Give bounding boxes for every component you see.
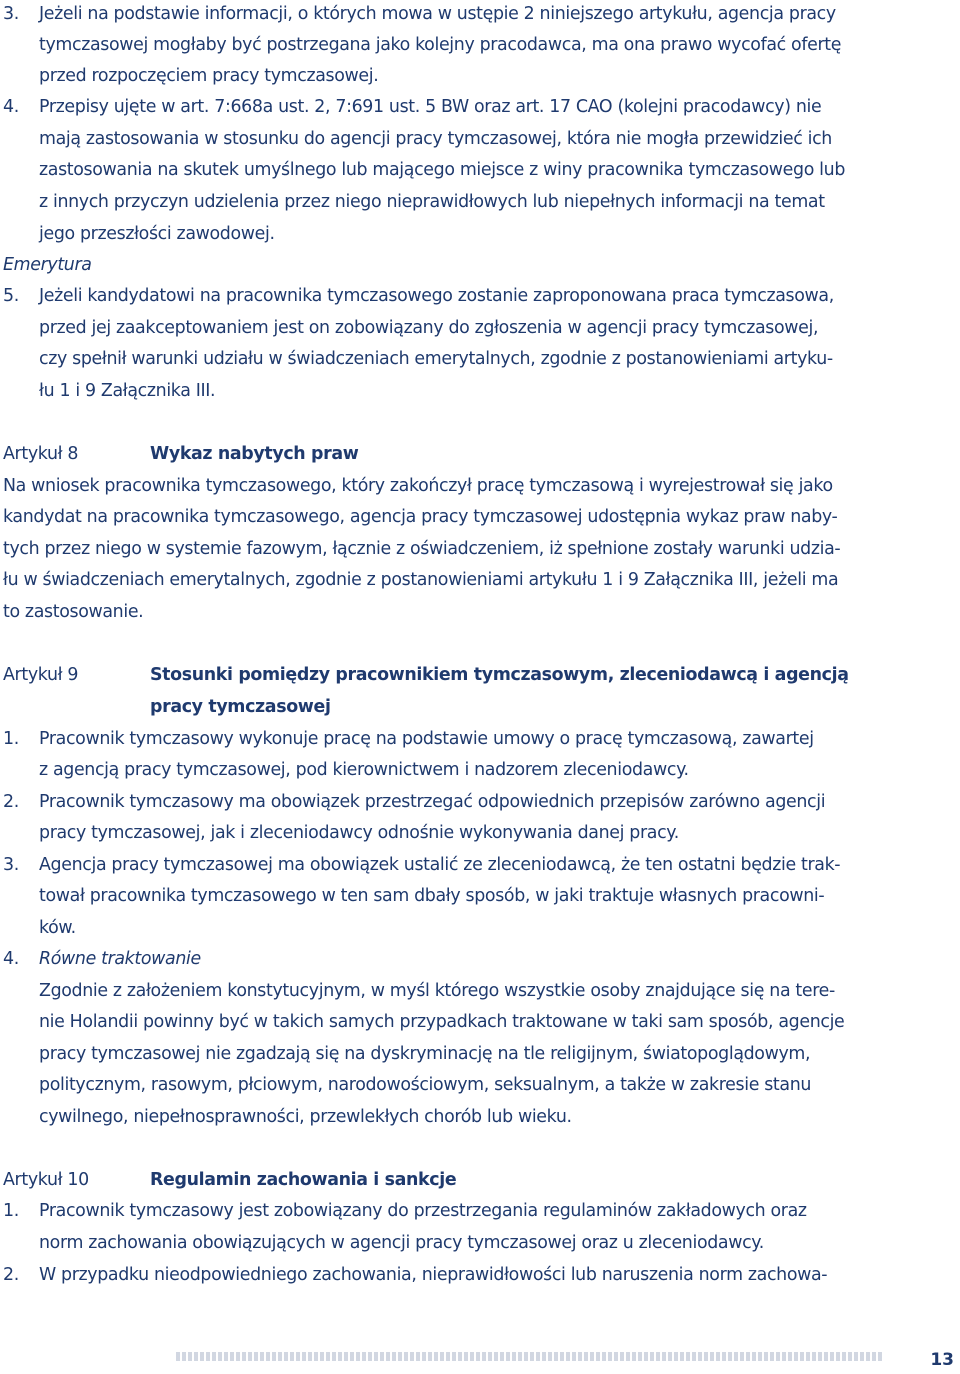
text-line: łu 1 i 9 Załącznika III. [39,381,216,401]
text-line: tych przez niego w systemie fazowym, łącznie z oświadczeniem, iż spełnione zostały warunki udzia- [3,539,841,559]
text-line: kandydat na pracownika tymczasowego, agencja pracy tymczasowej udostępnia wykaz praw naby- [3,507,838,527]
text-line: czy spełnił warunki udziału w świadczeniach emerytalnych, zgodnie z postanowieniami artyku- [39,349,833,369]
text-line: tował pracownika tymczasowego w ten sam dbały sposób, w jaki traktuje własnych pracowni- [39,886,825,906]
text-line: politycznym, rasowym, płciowym, narodowościowym, seksualnym, a także w zakresie stanu [39,1075,812,1095]
text-line: mają zastosowania w stosunku do agencji pracy tymczasowej, która nie mogła przewidzieć ich [39,129,832,149]
text-line: Jeżeli na podstawie informacji, o których mowa w ustępie 2 niniejszego artykułu, agencja pracy [39,4,836,24]
text-line: jego przeszłości zawodowej. [39,224,275,244]
text-line: z agencją pracy tymczasowej, pod kierownictwem i nadzorem zleceniodawcy. [39,760,689,780]
text-line: cywilnego, niepełnosprawności, przewlekłych chorób lub wieku. [39,1107,572,1127]
text-line: pracy tymczasowej nie zgadzają się na dyskryminację na tle religijnym, światopoglądowym, [39,1044,811,1064]
article-title: Wykaz nabytych praw [150,444,359,464]
text-line: norm zachowania obowiązujących w agencji pracy tymczasowej oraz u zleceniodawcy. [39,1233,764,1253]
list-number: 4. [3,97,19,117]
text-line: łu w świadczeniach emerytalnych, zgodnie z postanowieniami artykułu 1 i 9 Załącznika III, jeżeli ma [3,570,839,590]
text-line: przed jej zaakceptowaniem jest on zobowiązany do zgłoszenia w agencji pracy tymczasowej, [39,318,819,338]
article-label: Artykuł 8 [3,444,79,464]
text-line: Pracownik tymczasowy jest zobowiązany do przestrzegania regulaminów zakładowych oraz [39,1201,807,1221]
text-line: Pracownik tymczasowy wykonuje pracę na podstawie umowy o pracę tymczasową, zawartej [39,729,814,749]
text-line: Przepisy ujęte w art. 7:668a ust. 2, 7:691 ust. 5 BW oraz art. 17 CAO (kolejni pracodawcy) nie [39,97,822,117]
list-number: 2. [3,792,19,812]
text-line: nie Holandii powinny być w takich samych przypadkach traktowane w taki sam sposób, agencje [39,1012,845,1032]
article-label: Artykuł 10 [3,1170,89,1190]
text-line: W przypadku nieodpowiedniego zachowania, nieprawidłowości lub naruszenia norm zachowa- [39,1265,828,1285]
text-line: to zastosowanie. [3,602,144,622]
subheading-equal-treatment: Równe traktowanie [39,949,201,969]
text-line: ków. [39,918,76,938]
article-title: Regulamin zachowania i sankcje [150,1170,457,1190]
text-line: Na wniosek pracownika tymczasowego, który zakończył pracę tymczasową i wyrejestrował się jako [3,476,833,496]
list-number: 1. [3,729,19,749]
article-title: Stosunki pomiędzy pracownikiem tymczasowym, zleceniodawcą i agencją [150,665,849,685]
text-line: przed rozpoczęciem pracy tymczasowej. [39,66,379,86]
text-line: Pracownik tymczasowy ma obowiązek przestrzegać odpowiednich przepisów zarówno agencji [39,792,826,812]
list-number: 2. [3,1265,19,1285]
footer-decoration [176,1352,884,1361]
page-number: 13 [930,1350,954,1370]
subheading-pension: Emerytura [3,255,92,275]
list-number: 5. [3,286,19,306]
article-title: pracy tymczasowej [150,697,331,717]
list-number: 3. [3,4,19,24]
text-line: pracy tymczasowej, jak i zleceniodawcy odnośnie wykonywania danej pracy. [39,823,679,843]
text-line: Agencja pracy tymczasowej ma obowiązek ustalić ze zleceniodawcą, że ten ostatni będzie trak- [39,855,841,875]
list-number: 3. [3,855,19,875]
text-line: zastosowania na skutek umyślnego lub mającego miejsce z winy pracownika tymczasowego lub [39,160,846,180]
text-line: Zgodnie z założeniem konstytucyjnym, w myśl którego wszystkie osoby znajdujące się na tere- [39,981,835,1001]
text-line: tymczasowej mogłaby być postrzegana jako kolejny pracodawca, ma ona prawo wycofać ofertę [39,35,842,55]
text-line: z innych przyczyn udzielenia przez niego nieprawidłowych lub niepełnych informacji na temat [39,192,825,212]
list-number: 1. [3,1201,19,1221]
text-line: Jeżeli kandydatowi na pracownika tymczasowego zostanie zaproponowana praca tymczasowa, [39,286,834,306]
list-number: 4. [3,949,19,969]
article-label: Artykuł 9 [3,665,79,685]
